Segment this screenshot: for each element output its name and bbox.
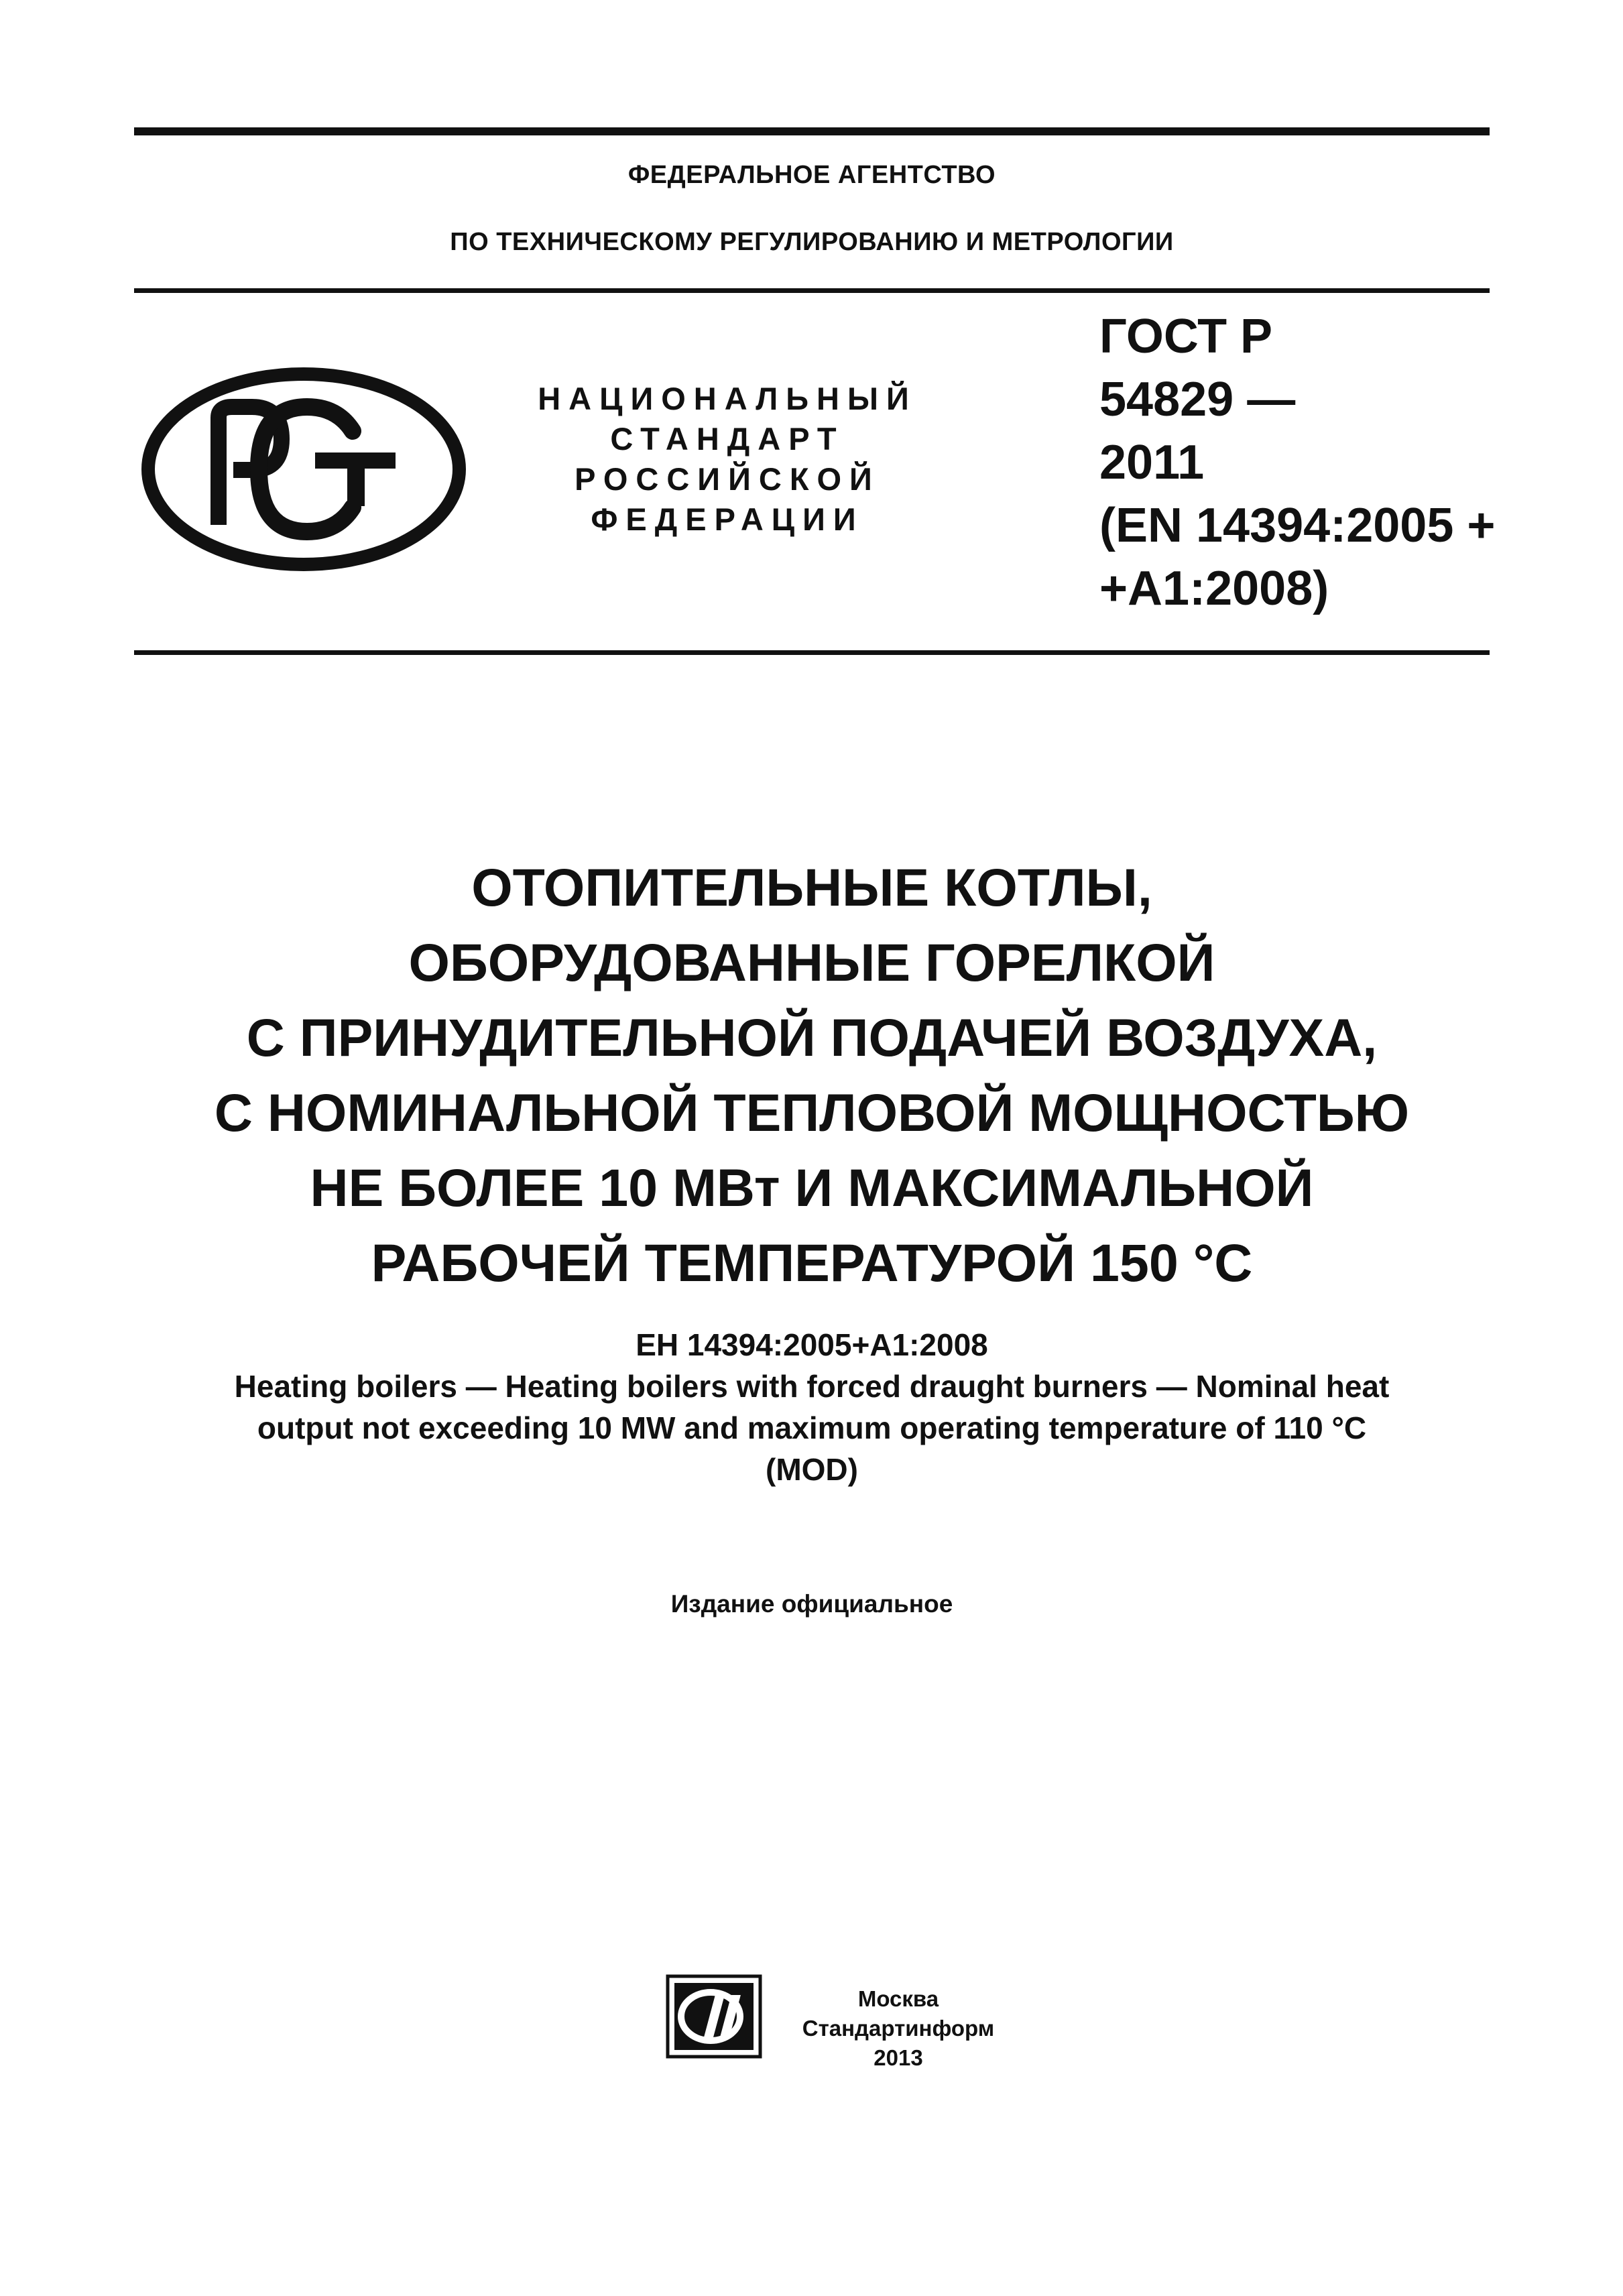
national-line-3: РОССИЙСКОЙ xyxy=(575,461,880,497)
english-title-line: (MOD) xyxy=(766,1452,858,1487)
edition-label: Издание официальное xyxy=(670,1590,953,1618)
agency-line-1: ФЕДЕРАЛЬНОЕ АГЕНТСТВО xyxy=(627,161,996,189)
designation-line-5: +A1:2008) xyxy=(1099,562,1329,615)
national-line-2: СТАНДАРТ xyxy=(610,421,845,457)
english-title-line: Heating boilers — Heating boilers with forced draught burners — Nominal heat xyxy=(234,1369,1390,1404)
standard-designation xyxy=(1099,305,1502,620)
publisher-year: 2013 xyxy=(874,2045,923,2070)
national-standard-label xyxy=(509,379,945,540)
english-reference xyxy=(134,1324,1490,1490)
national-line-1: НАЦИОНАЛЬНЫЙ xyxy=(538,381,917,416)
header-rule xyxy=(134,288,1490,293)
title-line: ОБОРУДОВАННЫЕ ГОРЕЛКОЙ xyxy=(408,932,1215,992)
title-line: С ПРИНУДИТЕЛЬНОЙ ПОДАЧЕЙ ВОЗДУХА, xyxy=(246,1008,1378,1067)
designation-line-3: 2011 xyxy=(1099,436,1205,489)
designation-line-4: (EN 14394:2005 + xyxy=(1099,499,1496,552)
designation-line-1: ГОСТ Р xyxy=(1099,310,1273,363)
standartinform-emblem-icon xyxy=(664,1972,764,2061)
top-rule xyxy=(134,127,1490,135)
publisher-name: Стандартинформ xyxy=(802,2016,995,2041)
title-line: НЕ БОЛЕЕ 10 МВт И МАКСИМАЛЬНОЙ xyxy=(310,1158,1314,1217)
designation-rule xyxy=(134,650,1490,655)
agency-line-2: ПО ТЕХНИЧЕСКОМУ РЕГУЛИРОВАНИЮ И МЕТРОЛОГИИ xyxy=(450,228,1174,256)
title-line: ОТОПИТЕЛЬНЫЕ КОТЛЫ, xyxy=(471,857,1152,917)
publisher-city: Москва xyxy=(857,1986,939,2011)
english-code: ЕН 14394:2005+А1:2008 xyxy=(636,1327,988,1362)
rst-emblem-icon xyxy=(139,365,468,573)
english-title-line: output not exceeding 10 MW and maximum operating temperature of 110 °C xyxy=(257,1410,1367,1445)
publisher-block xyxy=(771,1984,1026,2073)
title-line: С НОМИНАЛЬНОЙ ТЕПЛОВОЙ МОЩНОСТЬЮ xyxy=(214,1083,1410,1142)
document-title xyxy=(134,850,1490,1301)
designation-line-2: 54829 — xyxy=(1099,373,1296,426)
national-line-4: ФЕДЕРАЦИИ xyxy=(591,501,864,537)
title-line: РАБОЧЕЙ ТЕМПЕРАТУРОЙ 150 °С xyxy=(371,1233,1253,1292)
